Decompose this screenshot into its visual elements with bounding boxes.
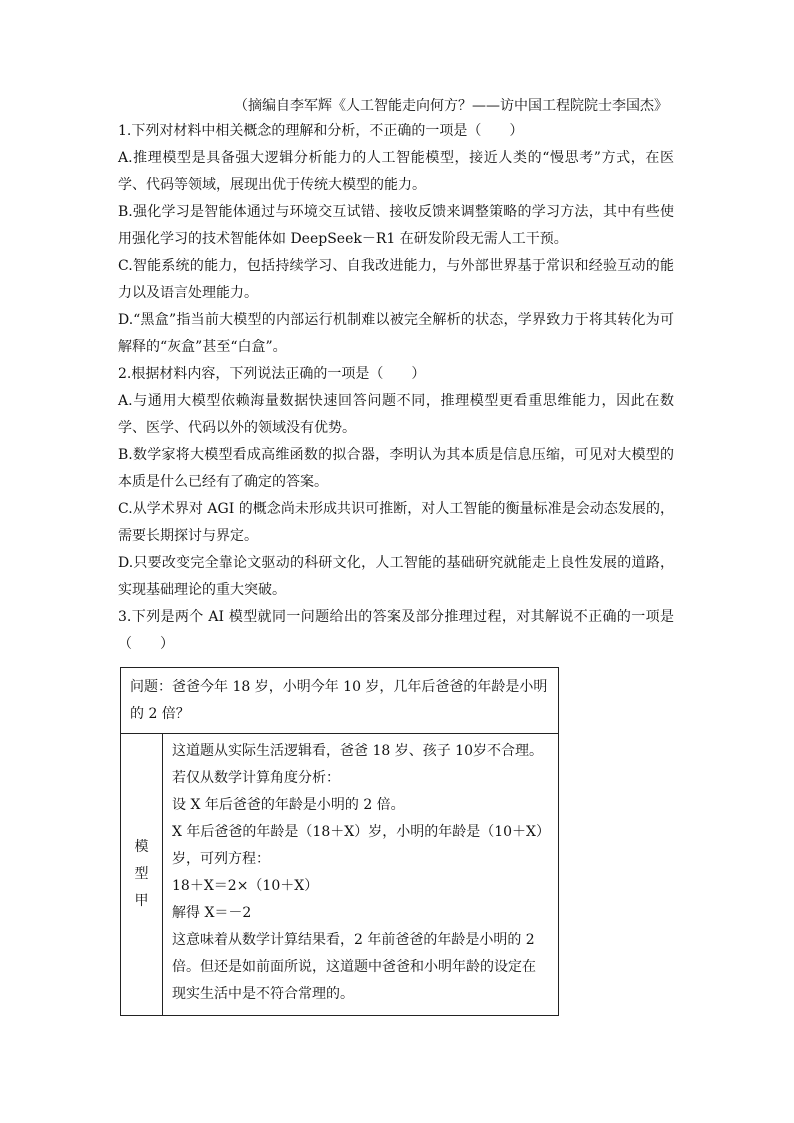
ai-model-table xyxy=(120,667,559,1016)
table-row xyxy=(121,668,559,734)
question-1-option-b: B.强化学习是智能体通过与环境交互试错、接收反馈来调整策略的学习方法，其中有些使用强化学习的技术智能体如 DeepSeek－R1 在研发阶段无需人工干预。 xyxy=(118,204,674,247)
question-1-option-a: A.推理模型是具备强大逻辑分析能力的人工智能模型，接近人类的“慢思考”方式，在医学、代码等领域，展现出优于传统大模型的能力。 xyxy=(118,150,674,193)
model-answer-cell xyxy=(163,734,559,1016)
problem-cell: 问题：爸爸今年 18 岁，小明今年 10 岁，几年后爸爸的年龄是小明的 2 倍？ xyxy=(121,668,559,734)
model-line: 设 X 年后爸爸的年龄是小明的 2 倍。 xyxy=(172,797,405,813)
model-line: 解得 X＝－2 xyxy=(172,905,252,921)
question-2-stem: 2.根据材料内容，下列说法正确的一项是（ ） xyxy=(118,366,426,382)
question-2-option-b: B.数学家将大模型看成高维函数的拟合器，李明认为其本质是信息压缩，可见对大模型的本质是什么已经有了确定的答案。 xyxy=(118,447,674,490)
question-1-option-c: C.智能系统的能力，包括持续学习、自我改进能力，与外部世界基于常识和经验互动的能力以及语言处理能力。 xyxy=(118,258,674,301)
model-line: X 年后爸爸的年龄是（18＋X）岁，小明的年龄是（10＋X）岁，可列方程： xyxy=(172,824,543,867)
question-2-option-a: A.与通用大模型依赖海量数据快速回答问题不同，推理模型更看重思维能力，因此在数学、医学、代码以外的领域没有优势。 xyxy=(118,393,674,436)
model-label-char: 型 xyxy=(134,866,149,882)
question-1-option-d: D.“黑盒”指当前大模型的内部运行机制难以被完全解析的状态，学界致力于将其转化为可解释的“灰盒”甚至“白盒”。 xyxy=(118,312,674,355)
model-label-cell xyxy=(121,734,163,1016)
question-2-option-c: C.从学术界对 AGI 的概念尚未形成共识可推断，对人工智能的衡量标准是会动态发展的，需要长期探讨与界定。 xyxy=(118,501,674,544)
questions-section xyxy=(118,118,674,658)
source-citation: （摘编自李军辉《人工智能走向何方？——访中国工程院院士李国杰》 xyxy=(234,98,668,114)
question-1-stem: 1.下列对材料中相关概念的理解和分析，不正确的一项是（ ） xyxy=(118,123,524,139)
model-line: 这道题从实际生活逻辑看，爸爸 18 岁、孩子 10岁不合理。若仅从数学计算角度分析： xyxy=(172,743,543,786)
model-line: 18＋X＝2×（10＋X） xyxy=(172,878,319,894)
model-label-char: 模 xyxy=(134,839,149,855)
model-line: 这意味着从数学计算结果看，2 年前爸爸的年龄是小明的 2 倍。但还是如前面所说，这道题中爸爸和小明年龄的设定在现实生活中是不符合常理的。 xyxy=(172,932,536,1002)
question-2-option-d: D.只要改变完全靠论文驱动的科研文化，人工智能的基础研究就能走上良性发展的道路，实现基础理论的重大突破。 xyxy=(118,555,674,598)
table-row xyxy=(121,734,559,1016)
question-3-stem: 3.下列是两个 AI 模型就同一问题给出的答案及部分推理过程，对其解说不正确的一项是（ ） xyxy=(118,609,674,652)
model-label-char: 甲 xyxy=(134,893,149,909)
